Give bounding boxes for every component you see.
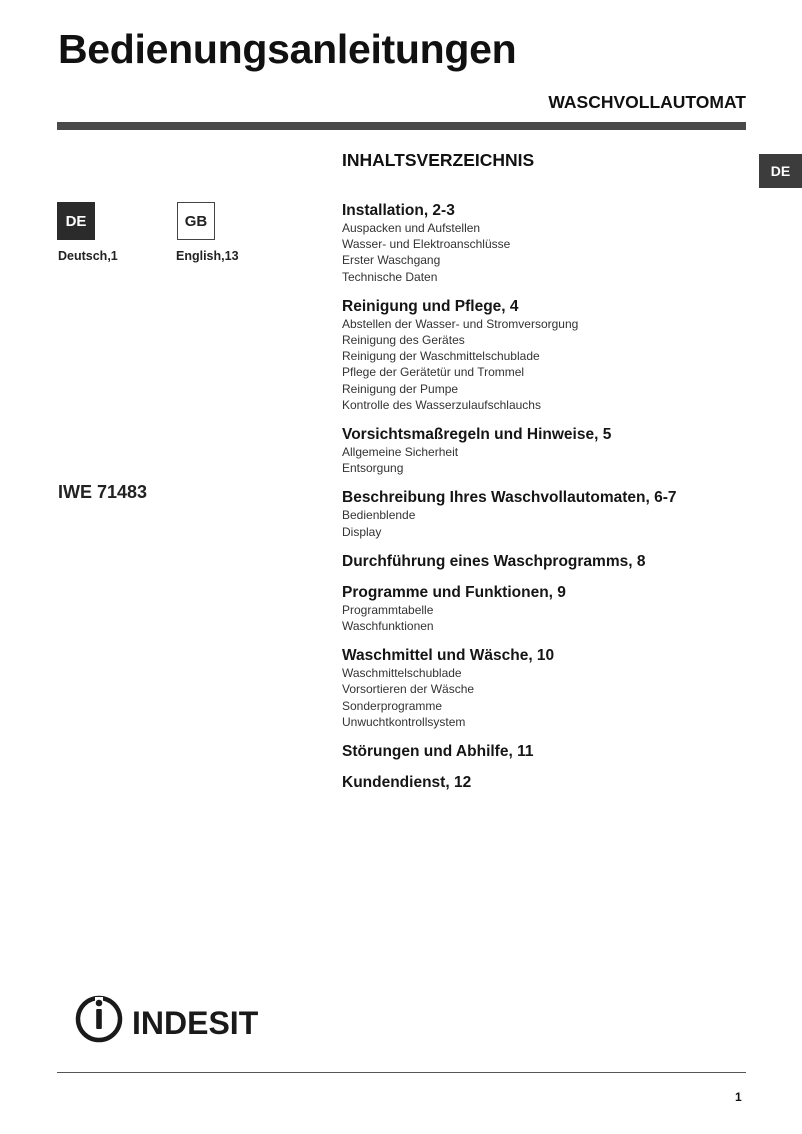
toc-item[interactable]: Erster Waschgang: [342, 253, 441, 268]
toc-item[interactable]: Bedienblende: [342, 508, 416, 523]
toc-section-title[interactable]: Vorsichtsmaßregeln und Hinweise, 5: [342, 426, 612, 444]
model-number: IWE 71483: [58, 482, 148, 502]
toc-section: [342, 297, 762, 413]
document-title: Bedienungsanleitungen: [58, 26, 517, 72]
toc-section: [342, 583, 762, 634]
toc-section: [342, 425, 762, 476]
toc-section-title[interactable]: Kundendienst, 12: [342, 774, 472, 792]
footer-divider: [57, 1072, 746, 1073]
toc-section: [342, 773, 762, 792]
document-subtitle: WASCHVOLLAUTOMAT: [548, 92, 746, 112]
language-badge-gb[interactable]: GB: [177, 202, 215, 240]
language-badge-de[interactable]: DE: [57, 202, 95, 240]
page-number: 1: [735, 1090, 742, 1104]
toc-item[interactable]: Abstellen der Wasser- und Stromversorgung: [342, 316, 579, 331]
toc-section: [342, 552, 762, 571]
toc-section-title[interactable]: Reinigung und Pflege, 4: [342, 297, 519, 315]
toc-item[interactable]: Auspacken und Aufstellen: [342, 221, 481, 235]
indesit-logo: [74, 993, 274, 1045]
toc-section-title[interactable]: Programme und Funktionen, 9: [342, 583, 566, 601]
table-of-contents: [342, 201, 762, 804]
toc-item[interactable]: Reinigung des Gerätes: [342, 333, 465, 348]
toc-section-title[interactable]: Störungen und Abhilfe, 11: [342, 743, 534, 761]
toc-section-title[interactable]: Waschmittel und Wäsche, 10: [342, 647, 555, 665]
toc-item[interactable]: Reinigung der Pumpe: [342, 381, 459, 396]
toc-item[interactable]: Waschmittelschublade: [342, 666, 462, 681]
toc-item[interactable]: Technische Daten: [342, 269, 438, 284]
toc-section-title[interactable]: Beschreibung Ihres Waschvollautomaten, 6-7: [342, 489, 677, 507]
toc-section: [342, 742, 762, 761]
toc-item[interactable]: Vorsortieren der Wäsche: [342, 682, 475, 697]
header-divider: [57, 122, 746, 130]
toc-item[interactable]: Pflege der Gerätetür und Trommel: [342, 365, 525, 380]
toc-section-title[interactable]: Installation, 2-3: [342, 202, 455, 219]
toc-item[interactable]: Wasser- und Elektroanschlüsse: [342, 237, 511, 252]
toc-item[interactable]: Waschfunktionen: [342, 619, 434, 634]
brand-name: INDESIT: [132, 1005, 259, 1041]
language-side-tab: DE: [759, 154, 802, 188]
indesit-logo-icon: [74, 993, 274, 1045]
toc-section: [342, 201, 762, 285]
toc-section-title[interactable]: Durchführung eines Waschprogramms, 8: [342, 552, 646, 570]
toc-item[interactable]: Allgemeine Sicherheit: [342, 445, 459, 460]
toc-item[interactable]: Display: [342, 524, 382, 539]
toc-section: [342, 488, 762, 539]
toc-item[interactable]: Entsorgung: [342, 461, 404, 476]
language-label-de[interactable]: Deutsch,1: [58, 249, 118, 263]
language-label-gb[interactable]: English,13: [176, 249, 239, 263]
toc-section: [342, 646, 762, 730]
toc-item[interactable]: Reinigung der Waschmittelschublade: [342, 349, 540, 364]
toc-item[interactable]: Sonderprogramme: [342, 698, 443, 713]
toc-heading: INHALTSVERZEICHNIS: [342, 150, 535, 170]
toc-item[interactable]: Kontrolle des Wasserzulaufschlauchs: [342, 397, 541, 412]
toc-item[interactable]: Programmtabelle: [342, 602, 434, 617]
toc-item[interactable]: Unwuchtkontrollsystem: [342, 714, 466, 729]
